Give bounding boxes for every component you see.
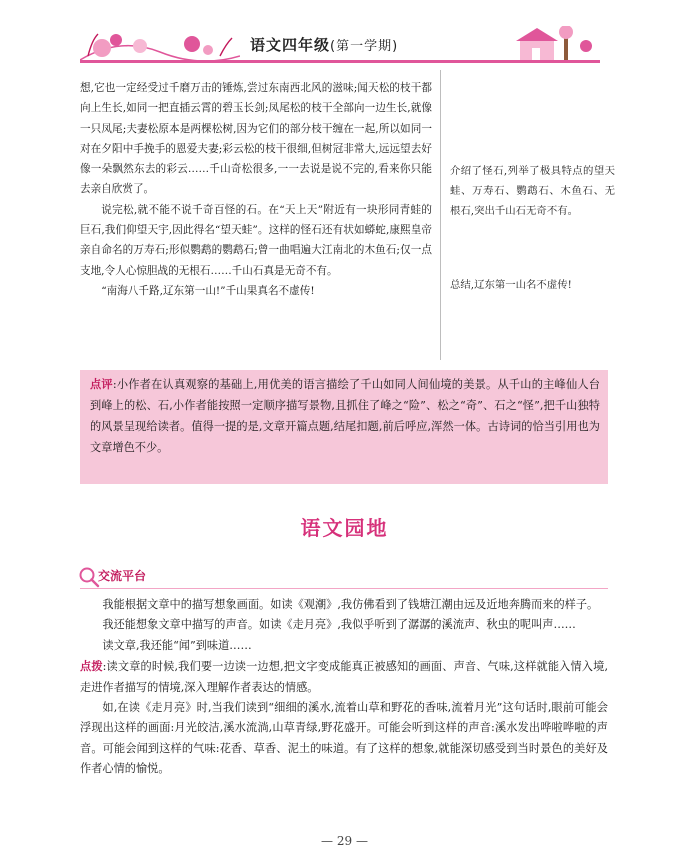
body-paragraph: 我能根据文章中的描写想象画面。如读《观潮》,我仿佛看到了钱塘江潮由远及近地奔腾而来的样子。 [102, 598, 599, 611]
margin-divider [440, 70, 441, 360]
tip-text: :读文章的时候,我们要一边读一边想,把文字变成能真正被感知的画面、声音、气味,这样就能入情入境,走进作者描写的情境,深入理解作者表达的情感。 [80, 660, 608, 694]
comment-label: 点评 [90, 377, 113, 391]
header-rule [80, 60, 600, 63]
house-decoration-icon [500, 26, 600, 62]
essay-text [80, 78, 432, 301]
section-title: 语文园地 [300, 516, 389, 540]
margin-note: 总结,辽东第一山名不虚传! [450, 279, 572, 291]
comment-box [80, 370, 608, 484]
page-number: — 29 — [321, 834, 368, 848]
tip-paragraph [80, 656, 608, 698]
essay-paragraph: “南海八千路,辽东第一山!”千山果真名不虚传! [101, 284, 315, 297]
comment-text: :小作者在认真观察的基础上,用优美的语言描绘了千山如同人间仙境的美景。从千山的主峰仙人台到峰上的松、石,小作者能按照一定顺序描写景物,且抓住了峰之“险”、松之“奇”、石之“怪”,把千山独特的风景呈现给读者。值得一提的是,文章开篇点题,结尾扣题,前后呼应,浑然一体。古诗词的恰当引用也为文章增色不少。 [90, 378, 600, 454]
section-body [80, 595, 608, 780]
tip-label: 点拨 [80, 659, 103, 674]
essay-paragraph: 想,它也一定经受过千磨万击的锤炼,尝过东南西北风的滋味;闻天松的枝干都向上生长,如同一把直插云霄的碧玉长剑;凤尾松的枝干全部向一边生长,就像一只凤尾;夫妻松原本是两棵松树,因为它们的部分枝干缠在一起,所以如同一对在夕阳中手挽手的恩爱夫妻;彩云松的枝干很细,但树冠非常大,远远望去好像一朵飘然东去的彩云……千山奇松很多,一一去说是说不完的,看来你只能去亲自欣赏了。 [80, 82, 432, 196]
margin-note: 介绍了怪石,列举了极具特点的望天蛙、万寿石、鹦鹉石、木鱼石、无根石,突出千山石无奇不有。 [450, 165, 615, 217]
essay-paragraph: 说完松,就不能不说千奇百怪的石。在“天上天”附近有一块形同青蛙的巨石,我们仰望天宇,因此得名“望天蛙”。这样的怪石还有状如蟒蛇,康熙皇帝亲自命名的万寿石;形似鹦鹉的鹦鹉石;曾一曲唱遍大江南北的木鱼石;仅一点支地,令人心惊胆战的无根石……千山石真是无奇不有。 [80, 203, 432, 277]
body-paragraph: 读文章,我还能“闻”到味道…… [102, 638, 252, 652]
subtitle-rule [80, 588, 608, 589]
book-title: 语文四年级(第一学期) [250, 36, 399, 54]
section-subtitle: 交流平台 [98, 569, 147, 583]
body-paragraph: 如,在读《走月亮》时,当我们读到“细细的溪水,流着山草和野花的香味,流着月光”这句话时,眼前可能会浮现出这样的画面:月光皎洁,溪水流淌,山草青绿,野花盛开。可能会听到这样的声音:溪水发出哗啦哗啦的声音。可能会闻到这样的气味:花香、草香、泥土的味道。有了这样的想象,就能深切感受到当时景色的美好及作者心情的愉悦。 [80, 701, 608, 776]
body-paragraph: 我还能想象文章中描写的声音。如读《走月亮》,我似乎听到了潺潺的溪流声、秋虫的呢叫声…… [102, 618, 576, 632]
magnifier-icon [78, 566, 100, 588]
floral-decoration-icon [80, 26, 240, 62]
page-header [80, 26, 600, 70]
